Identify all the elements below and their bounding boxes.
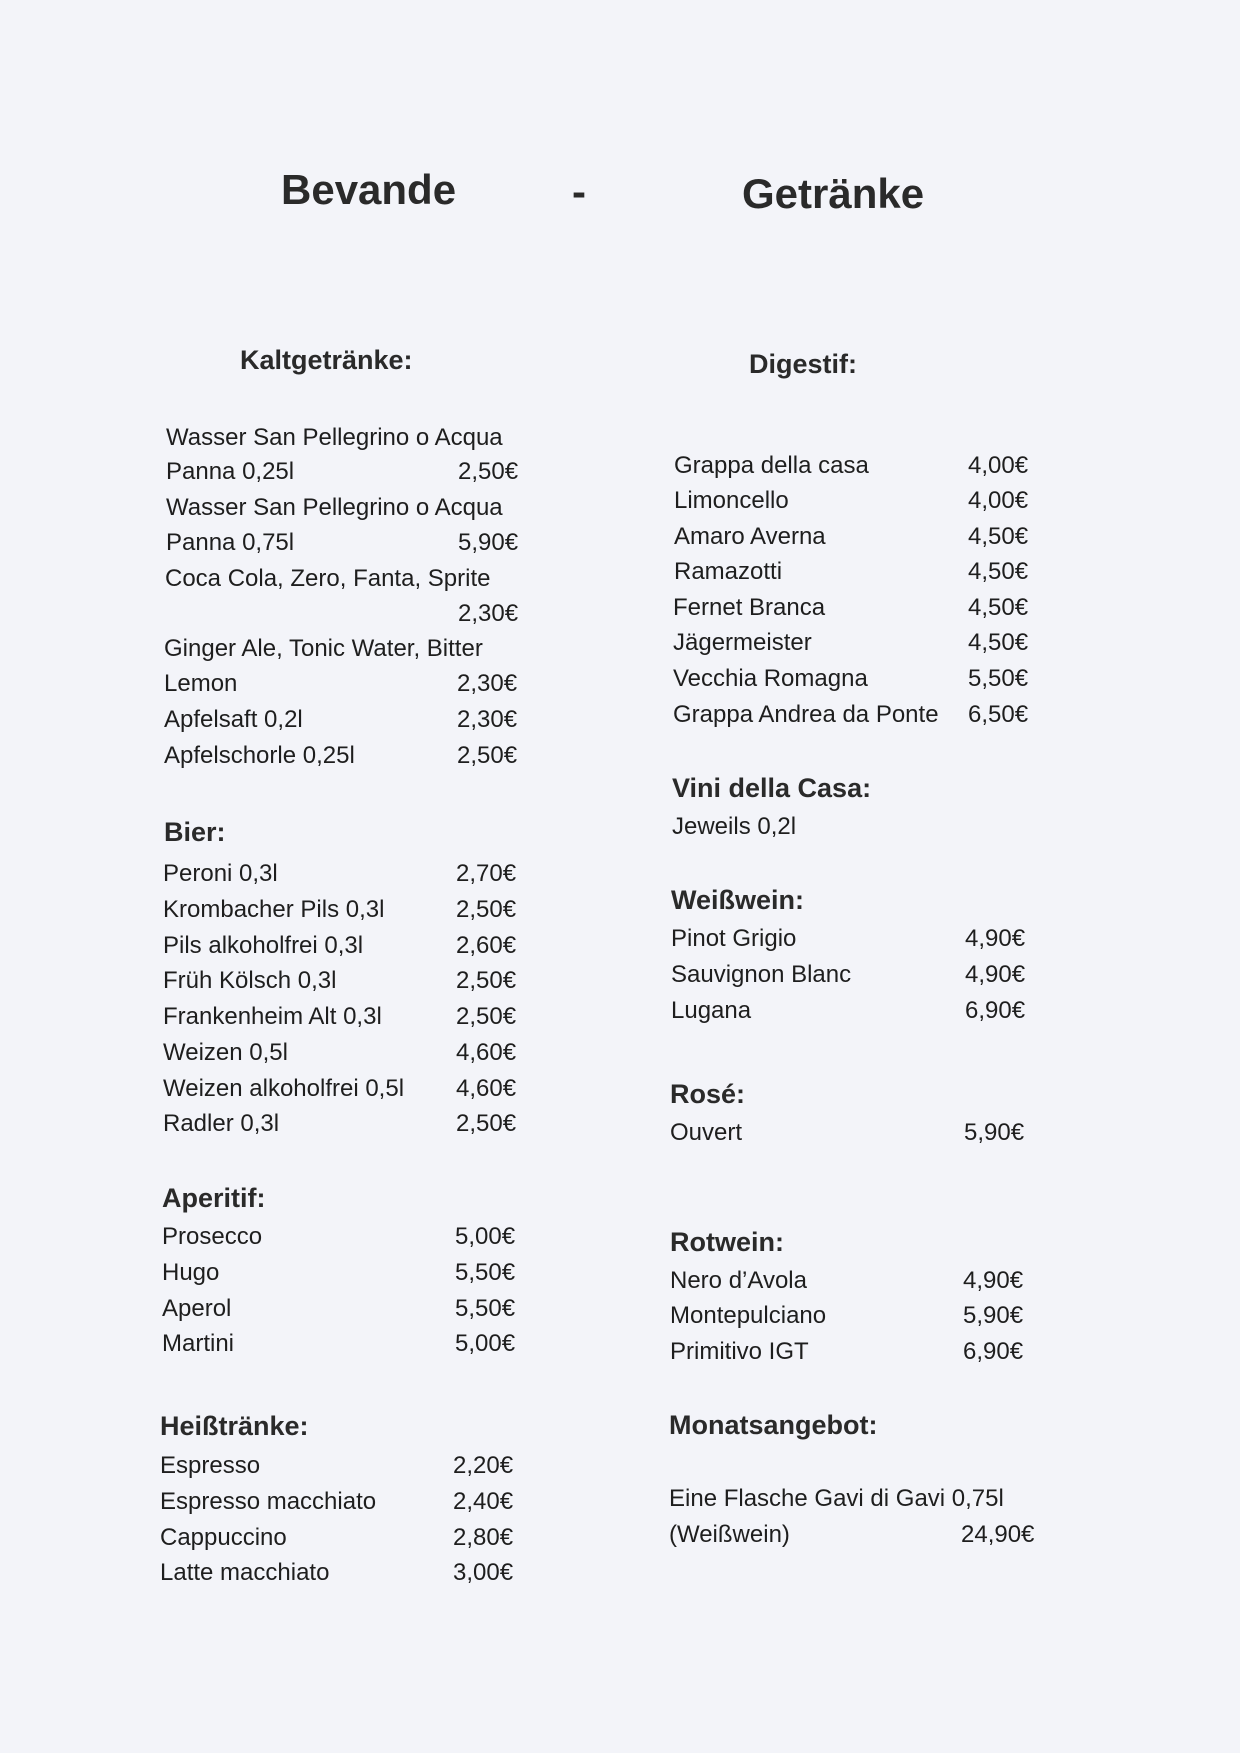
list-item: Wasser San Pellegrino o Acqua [166, 494, 503, 521]
price: 5,90€ [964, 1119, 1025, 1146]
aperitif-heading: Aperitif: [162, 1183, 266, 1213]
list-item: Panna 0,25l [166, 458, 295, 485]
price: 4,90€ [965, 925, 1026, 952]
list-item: Coca Cola, Zero, Fanta, Sprite [165, 565, 491, 592]
price: 4,50€ [968, 558, 1029, 585]
price: 4,90€ [963, 1267, 1024, 1294]
list-item: Vecchia Romagna [673, 665, 868, 692]
heiss-heading: Heißtränke: [160, 1411, 309, 1441]
price: 2,50€ [456, 1003, 517, 1030]
price: 2,60€ [456, 932, 517, 959]
list-item: Aperol [162, 1295, 232, 1322]
monat-heading: Monatsangebot: [669, 1410, 878, 1440]
price: 2,50€ [456, 896, 517, 923]
price: 2,50€ [456, 1110, 517, 1137]
price: 4,00€ [968, 487, 1029, 514]
list-item: Espresso [160, 1452, 261, 1479]
list-item: Krombacher Pils 0,3l [163, 896, 385, 923]
list-item: Ramazotti [674, 558, 783, 585]
list-item: Grappa della casa [674, 452, 869, 479]
price: 3,00€ [453, 1559, 514, 1586]
list-item: Amaro Averna [674, 523, 826, 550]
weiss-heading: Weißwein: [671, 885, 805, 915]
list-item: Frankenheim Alt 0,3l [163, 1003, 382, 1030]
list-item: Apfelschorle 0,25l [164, 742, 355, 769]
list-item: Primitivo IGT [670, 1338, 809, 1365]
vini-heading: Vini della Casa: [672, 773, 872, 803]
price: 2,30€ [457, 670, 518, 697]
list-item: Latte macchiato [160, 1559, 330, 1586]
list-item: Sauvignon Blanc [671, 961, 852, 988]
list-item: Apfelsaft 0,2l [164, 706, 303, 733]
list-item: Ginger Ale, Tonic Water, Bitter [164, 635, 483, 662]
monat-line-1: Eine Flasche Gavi di Gavi 0,75l [669, 1485, 1004, 1512]
list-item: Radler 0,3l [163, 1110, 280, 1137]
list-item: Martini [162, 1330, 235, 1357]
price: 5,50€ [455, 1295, 516, 1322]
price: 2,80€ [453, 1524, 514, 1551]
rose-heading: Rosé: [670, 1079, 746, 1109]
price: 2,40€ [453, 1488, 514, 1515]
price: 5,00€ [455, 1330, 516, 1357]
price: 2,50€ [457, 742, 518, 769]
price: 5,50€ [968, 665, 1029, 692]
price: 6,90€ [965, 997, 1026, 1024]
list-item: Espresso macchiato [160, 1488, 377, 1515]
price: 4,00€ [968, 452, 1029, 479]
price: 6,90€ [963, 1338, 1024, 1365]
list-item: Peroni 0,3l [163, 860, 278, 887]
price: 24,90€ [961, 1521, 1035, 1548]
list-item: Ouvert [670, 1119, 743, 1146]
list-item: Weizen alkoholfrei 0,5l [163, 1075, 405, 1102]
list-item: Prosecco [162, 1223, 263, 1250]
price: 4,60€ [456, 1075, 517, 1102]
price: 4,90€ [965, 961, 1026, 988]
price: 4,50€ [968, 594, 1029, 621]
price: 5,90€ [963, 1302, 1024, 1329]
kalt-heading: Kaltgetränke: [240, 345, 413, 375]
list-item: Pinot Grigio [671, 925, 797, 952]
bier-heading: Bier: [164, 817, 226, 847]
price: 2,30€ [457, 706, 518, 733]
list-item: Früh Kölsch 0,3l [163, 967, 337, 994]
list-item: Nero d’Avola [670, 1267, 807, 1294]
list-item: Grappa Andrea da Ponte [673, 701, 939, 728]
price: 5,50€ [455, 1259, 516, 1286]
title-dash: - [572, 168, 586, 215]
list-item: Jägermeister [673, 629, 812, 656]
digestif-heading: Digestif: [749, 349, 857, 379]
list-item: Lugana [671, 997, 752, 1024]
list-item: Limoncello [674, 487, 789, 514]
price: 5,00€ [455, 1223, 516, 1250]
list-item: Cappuccino [160, 1524, 287, 1551]
price: 2,50€ [456, 967, 517, 994]
list-item: Wasser San Pellegrino o Acqua [166, 424, 503, 451]
list-item: Hugo [162, 1259, 220, 1286]
list-item: Pils alkoholfrei 0,3l [163, 932, 364, 959]
price: 2,30€ [458, 600, 519, 627]
rot-heading: Rotwein: [670, 1227, 784, 1257]
price: 5,90€ [458, 529, 519, 556]
list-item: Weizen 0,5l [163, 1039, 288, 1066]
monat-line-2: (Weißwein) [669, 1521, 790, 1548]
title-german: Getränke [742, 170, 925, 217]
price: 2,70€ [456, 860, 517, 887]
list-item: Panna 0,75l [166, 529, 295, 556]
price: 4,50€ [968, 629, 1029, 656]
price: 4,60€ [456, 1039, 517, 1066]
vini-note: Jeweils 0,2l [672, 813, 797, 840]
price: 6,50€ [968, 701, 1029, 728]
price: 2,50€ [458, 458, 519, 485]
list-item: Montepulciano [670, 1302, 827, 1329]
title-italian: Bevande [281, 166, 457, 213]
list-item: Fernet Branca [673, 594, 826, 621]
price: 2,20€ [453, 1452, 514, 1479]
price: 4,50€ [968, 523, 1029, 550]
list-item: Lemon [164, 670, 238, 697]
